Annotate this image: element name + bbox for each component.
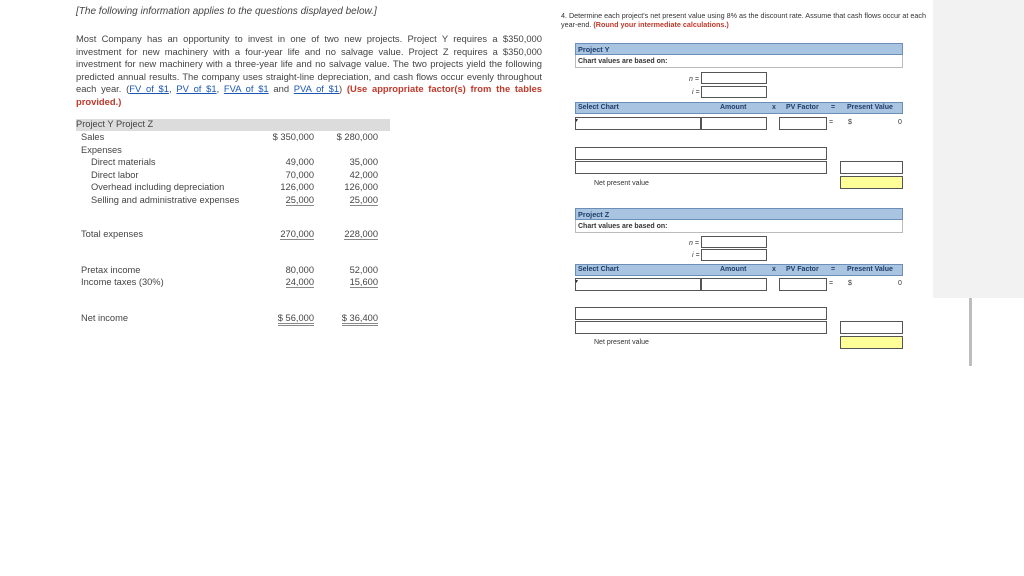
cell-z: 15,600	[349, 277, 378, 287]
cell-y: 24,000	[285, 277, 314, 287]
cell-z: 126,000	[344, 182, 378, 192]
link-pva[interactable]: PVA of $1	[293, 83, 340, 95]
link-fv[interactable]: FV of $1	[129, 83, 169, 95]
col-project-z: Project Z	[115, 119, 154, 129]
cell-y: $ 56,000	[278, 313, 314, 326]
cell-y: 49,000	[285, 157, 314, 167]
table-row	[76, 144, 390, 157]
hdr-x: x	[772, 104, 776, 111]
link-pv[interactable]: PV of $1	[176, 83, 217, 95]
dollar-sign: $	[848, 119, 852, 126]
row-input[interactable]	[575, 147, 827, 160]
row-input[interactable]	[575, 161, 827, 174]
results-table	[76, 119, 390, 324]
present-value-input[interactable]	[840, 321, 903, 334]
i-label: i =	[692, 89, 700, 96]
n-input[interactable]	[701, 72, 767, 84]
equals-sign: =	[829, 119, 834, 126]
select-chart-dropdown[interactable]	[575, 278, 701, 291]
intro-note: [The following information applies to the questions displayed below.]	[76, 6, 377, 17]
question-4	[561, 12, 933, 29]
dropdown-arrow-icon: ▾	[575, 279, 579, 285]
i-input[interactable]	[701, 249, 767, 261]
equals-sign: =	[829, 280, 834, 287]
cell-z: $ 36,400	[342, 313, 378, 326]
problem-text	[76, 33, 542, 109]
i-input[interactable]	[701, 86, 767, 98]
npv-output	[840, 336, 903, 349]
table-row	[76, 156, 390, 169]
row-input[interactable]	[575, 321, 827, 334]
amount-input[interactable]	[701, 278, 767, 291]
table-header	[76, 119, 390, 131]
cell-y: $ 350,000	[272, 132, 314, 142]
hdr-amount: Amount	[720, 266, 747, 273]
block-title: Project Z	[575, 208, 903, 220]
cell-z: 35,000	[349, 157, 378, 167]
block-subtitle: Chart values are based on:	[575, 55, 903, 68]
i-label: i =	[692, 252, 700, 259]
project-z-block	[575, 208, 903, 233]
hdr-eq: =	[831, 266, 836, 273]
hdr-pv-factor: PV Factor	[786, 266, 819, 273]
cell-y: 270,000	[280, 229, 314, 239]
spacer	[76, 206, 390, 228]
present-value-output: 0	[898, 280, 902, 287]
n-label: n =	[689, 240, 699, 247]
cell-y: 80,000	[285, 264, 314, 275]
hdr-present-value: Present Value	[847, 104, 893, 111]
table-row	[76, 194, 390, 207]
n-label: n =	[689, 76, 699, 83]
amount-input[interactable]	[701, 117, 767, 130]
row-label: Selling and administrative expenses	[91, 194, 240, 205]
row-label: Direct materials	[91, 157, 156, 167]
row-label: Expenses	[81, 144, 122, 155]
hdr-eq: =	[831, 104, 836, 111]
table-row	[76, 312, 390, 325]
table-row	[76, 131, 390, 144]
question-instruction: (Round your intermediate calculations.)	[593, 19, 729, 29]
sep-and: and	[268, 83, 294, 95]
npv-output	[840, 176, 903, 189]
pane-margin	[933, 0, 1024, 298]
cell-z: 42,000	[349, 169, 378, 180]
spacer	[76, 289, 390, 312]
cell-y: 70,000	[285, 169, 314, 180]
sep: ,	[216, 83, 224, 95]
select-chart-dropdown[interactable]	[575, 117, 701, 130]
hdr-x: x	[772, 266, 776, 273]
calc-header	[575, 102, 903, 114]
table-row	[76, 228, 390, 241]
dropdown-arrow-icon: ▾	[575, 118, 579, 124]
question-text: 4. Determine each project's net present value using 8% as the discount rate. Assume that cash flows occur at each year-end.	[561, 11, 926, 29]
row-label: Overhead including depreciation	[91, 182, 225, 192]
hdr-present-value: Present Value	[847, 266, 893, 273]
hdr-select-chart: Select Chart	[578, 266, 619, 273]
link-fva[interactable]: FVA of $1	[223, 83, 269, 95]
table-row	[76, 264, 390, 277]
hdr-select-chart: Select Chart	[578, 104, 619, 111]
n-input[interactable]	[701, 236, 767, 248]
pv-factor-input[interactable]	[779, 117, 827, 130]
dollar-sign: $	[848, 280, 852, 287]
table-row	[76, 169, 390, 182]
sep: ,	[168, 83, 177, 95]
block-subtitle: Chart values are based on:	[575, 220, 903, 233]
hdr-pv-factor: PV Factor	[786, 104, 819, 111]
cell-z: $ 280,000	[336, 132, 378, 142]
pv-factor-input[interactable]	[779, 278, 827, 291]
npv-label: Net present value	[594, 339, 649, 346]
cell-z: 25,000	[349, 194, 378, 205]
block-title: Project Y	[575, 43, 903, 55]
row-label: Total expenses	[81, 229, 144, 239]
instruction: (Use appropriate factor(s) from the tables provided.)	[76, 83, 542, 107]
row-label: Income taxes (30%)	[81, 277, 164, 287]
row-label: Direct labor	[91, 169, 139, 180]
row-input[interactable]	[575, 307, 827, 320]
paren-close: )	[339, 83, 343, 95]
present-value-input[interactable]	[840, 161, 903, 174]
problem-body: Most Company has an opportunity to invest in one of two new projects. Project Y requires a $350,000 investment for new machinery with a four-year life and no salvage value. Project Z requires a $350,000 investment for new machinery with a three-year life and no salvage value. The two projects yield the following predicted annual results. The company uses straight-line depreciation, and cash flows occur evenly throughout each year.	[76, 33, 542, 95]
table-row	[76, 181, 390, 194]
cell-y: 126,000	[280, 182, 314, 192]
cell-y: 25,000	[285, 194, 314, 205]
spacer	[76, 241, 390, 264]
row-label: Pretax income	[81, 264, 141, 275]
present-value-output: 0	[898, 119, 902, 126]
cell-z: 52,000	[349, 264, 378, 275]
project-y-block	[575, 43, 903, 68]
cell-z: 228,000	[344, 229, 378, 239]
scrollbar[interactable]	[969, 298, 972, 366]
row-label: Sales	[81, 132, 105, 142]
row-label: Net income	[81, 312, 129, 323]
hdr-amount: Amount	[720, 104, 747, 111]
npv-label: Net present value	[594, 180, 649, 187]
paren-open: (	[126, 83, 130, 95]
calc-header	[575, 264, 903, 276]
table-row	[76, 276, 390, 289]
col-project-y: Project Y	[76, 119, 114, 129]
